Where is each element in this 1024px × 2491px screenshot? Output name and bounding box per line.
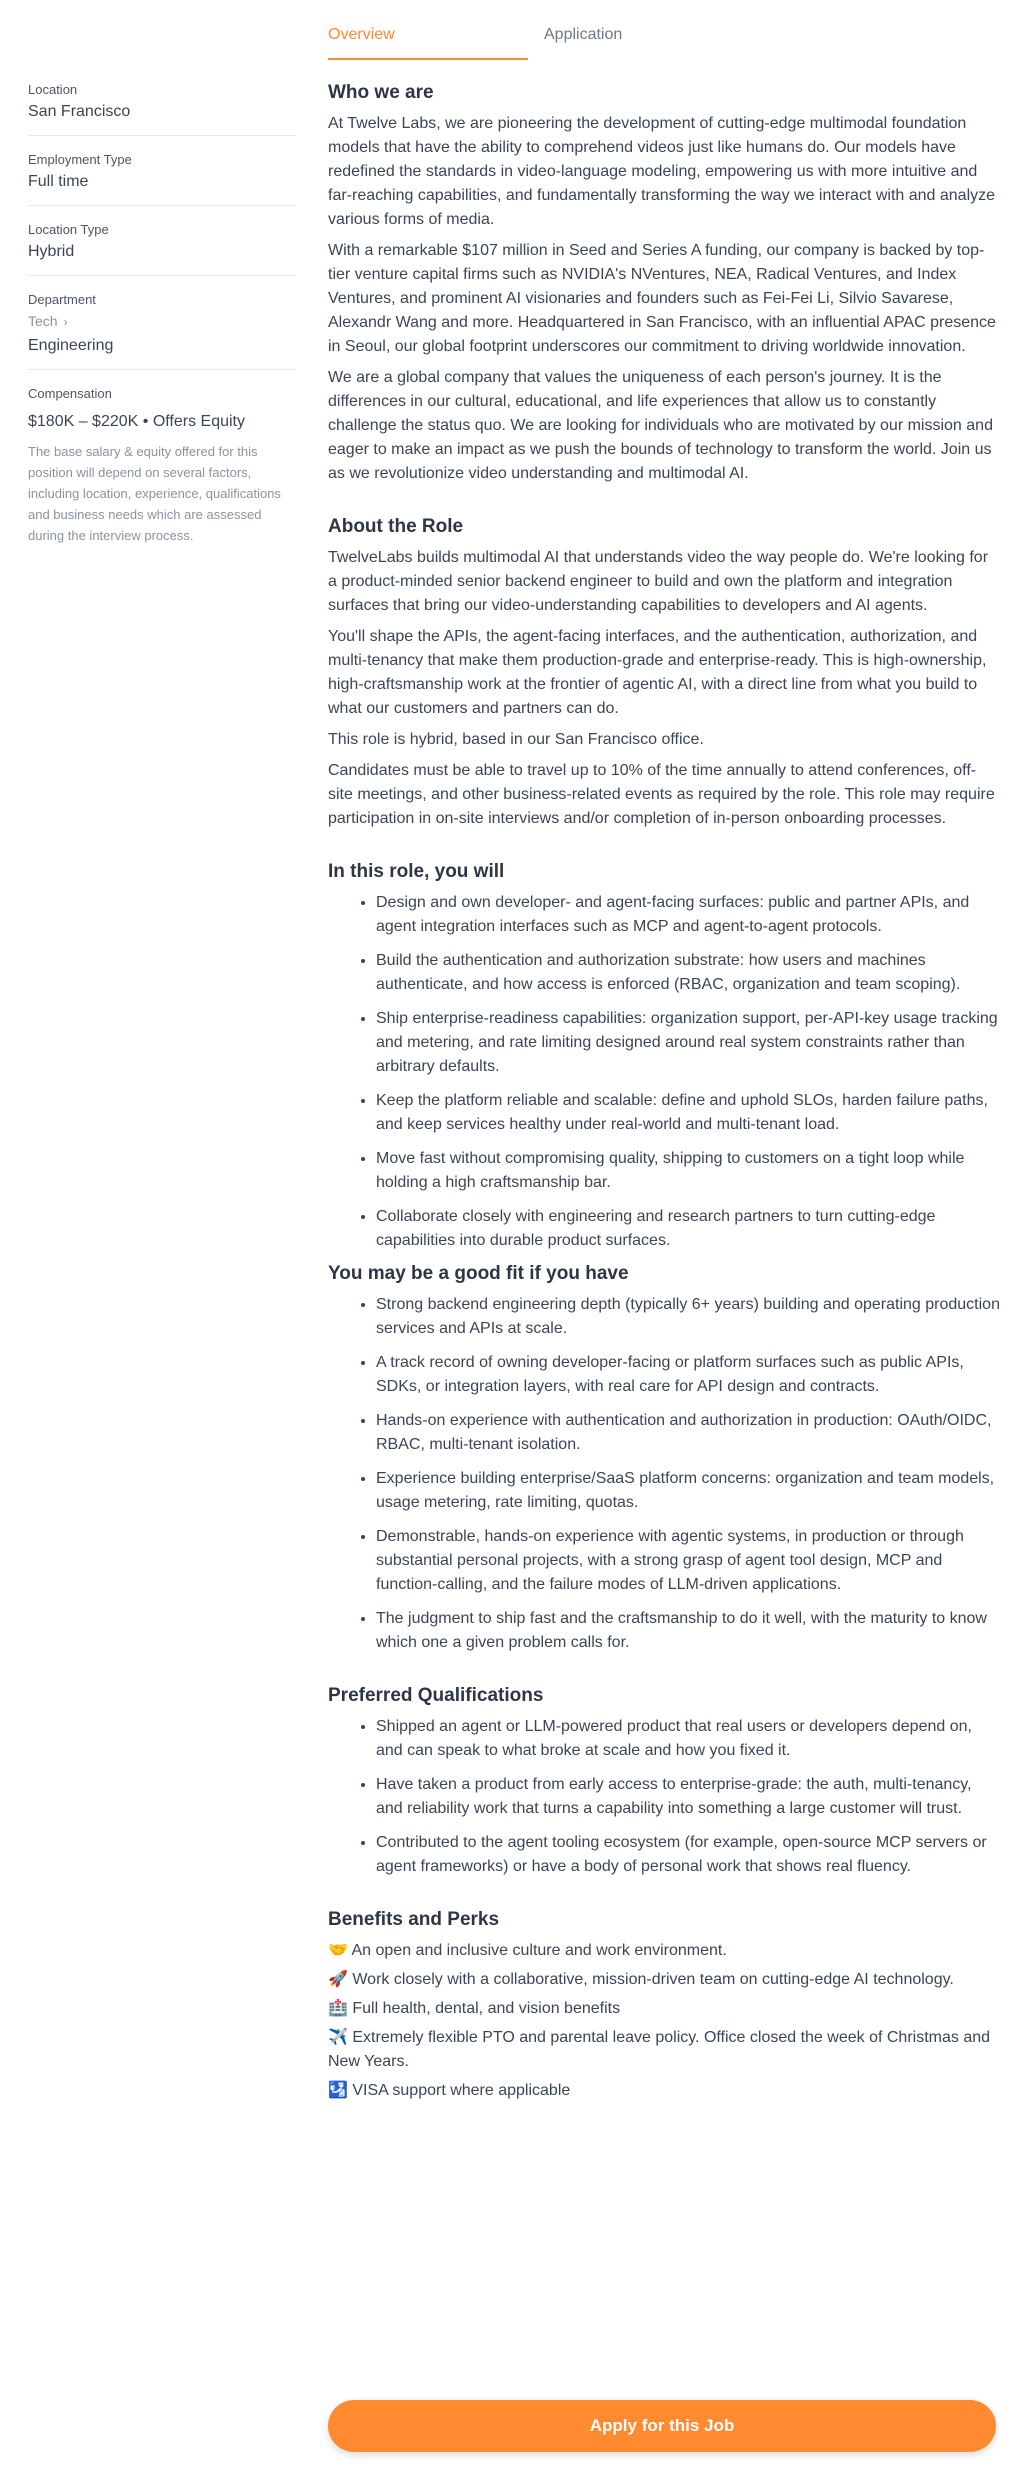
list-item: • Experience building enterprise/SaaS platform concerns: organization and team models, usage metering, rate limiting, quotas. xyxy=(376,1467,1000,1515)
list-item: • Demonstrable, hands-on experience with agentic systems, in production or through substantial personal projects, with a strong grasp of agent tool design, MCP and function-calling, and the failure modes of LLM-driven applications. xyxy=(376,1525,1000,1597)
department-breadcrumb xyxy=(28,313,296,329)
department-parent: Tech xyxy=(28,313,58,329)
list-item: • Build the authentication and authorization substrate: how users and machines authenticate, and how access is enforced (RBAC, organization and team scoping). xyxy=(376,949,1000,997)
list-item: • A track record of owning developer-facing or platform surfaces such as public APIs, SDKs, or integration layers, with real care for API design and contracts. xyxy=(376,1351,1000,1399)
compensation-note: The base salary & equity offered for this position will depend on several factors, including location, experience, qualifications and business needs which are assessed during the interview process. xyxy=(28,444,281,543)
employment-type-label: Employment Type xyxy=(28,152,132,167)
preferred-heading: Preferred Qualifications xyxy=(328,1685,544,1706)
good-fit-list xyxy=(328,1293,1000,1655)
department-section xyxy=(28,292,296,370)
who-paragraph-1: At Twelve Labs, we are pioneering the development of cutting-edge multimodal foundation models that have the ability to comprehend videos just like humans do. Our models have redefined the standards in video-language modeling, empowering us with more intuitive and far-reaching capabilities, and fundamentally transforming the way we interact with and analyze various forms of media. xyxy=(328,115,996,228)
job-details-sidebar xyxy=(28,82,296,576)
compensation-label: Compensation xyxy=(28,386,112,401)
responsibilities-section xyxy=(328,861,1000,1253)
employment-type-value: Full time xyxy=(28,173,89,190)
location-type-value: Hybrid xyxy=(28,243,75,260)
role-paragraph-2: You'll shape the APIs, the agent-facing interfaces, and the authentication, authorization, and multi-tenancy that make them production-grade and enterprise-ready. This is high-ownership, high-craftsmanship work at the frontier of agentic AI, with a direct line from what you build to what our customers and partners can do. xyxy=(328,628,987,717)
list-item: • Shipped an agent or LLM-powered product that real users or developers depend on, and can speak to what broke at scale and how you fixed it. xyxy=(376,1715,1000,1763)
location-section xyxy=(28,82,296,136)
good-fit-heading: You may be a good fit if you have xyxy=(328,1263,629,1284)
perk-item: 🏥 Full health, dental, and vision benefits xyxy=(328,2000,621,2017)
role-paragraph-1: TwelveLabs builds multimodal AI that understands video the way people do. We're looking for a product-minded senior backend engineer to build and own the platform and integration surfaces that bring our video-understanding capabilities to developers and AI agents. xyxy=(328,549,989,614)
tab-bar xyxy=(328,16,1000,61)
apply-button[interactable]: Apply for this Job xyxy=(328,2400,996,2452)
list-item: • The judgment to ship fast and the craftsmanship to do it well, with the maturity to know which one a given problem calls for. xyxy=(376,1607,1000,1655)
list-item: • Contributed to the agent tooling ecosystem (for example, open-source MCP servers or agent frameworks) or have a body of personal work that shows real fluency. xyxy=(376,1831,1000,1879)
location-type-label: Location Type xyxy=(28,222,109,237)
perks-heading: Benefits and Perks xyxy=(328,1909,500,1930)
responsibilities-list xyxy=(328,891,1000,1253)
job-description xyxy=(328,82,1000,2108)
responsibilities-heading: In this role, you will xyxy=(328,861,505,882)
compensation-section xyxy=(28,386,296,560)
location-label: Location xyxy=(28,82,78,97)
list-item: • Design and own developer- and agent-facing surfaces: public and partner APIs, and agent integration interfaces such as MCP and agent-to-agent protocols. xyxy=(376,891,1000,939)
preferred-section xyxy=(328,1685,1000,1879)
who-we-are-section xyxy=(328,82,1000,486)
about-role-section xyxy=(328,516,1000,831)
list-item: • Have taken a product from early access to enterprise-grade: the auth, multi-tenancy, and reliability work that turns a capability into something a large customer will trust. xyxy=(376,1773,1000,1821)
perks-section xyxy=(328,1909,1000,2103)
list-item: • Move fast without compromising quality, shipping to customers on a tight loop while holding a high craftsmanship bar. xyxy=(376,1147,1000,1195)
tab-application[interactable]: Application xyxy=(544,26,623,43)
list-item: • Ship enterprise-readiness capabilities: organization support, per-API-key usage tracking and metering, and rate limiting designed around real system constraints rather than arbitrary defaults. xyxy=(376,1007,1000,1079)
location-type-section xyxy=(28,222,296,276)
list-item: • Keep the platform reliable and scalable: define and uphold SLOs, harden failure paths, and keep services healthy under real-world and multi-tenant load. xyxy=(376,1089,1000,1137)
role-paragraph-4: Candidates must be able to travel up to 10% of the time annually to attend conferences, off-site meetings, and other business-related events as required by the role. This role may require participation in on-site interviews and/or completion of in-person onboarding processes. xyxy=(328,762,995,827)
preferred-list xyxy=(328,1715,1000,1879)
perk-item: 🚀 Work closely with a collaborative, mission-driven team on cutting-edge AI technology. xyxy=(328,1971,954,1988)
tab-overview[interactable]: Overview xyxy=(328,26,528,60)
who-paragraph-2: With a remarkable $107 million in Seed and Series A funding, our company is backed by top-tier venture capital firms such as NVIDIA's NVentures, NEA, Radical Ventures, and Index Ventures, and prominent AI visionaries and founders such as Fei-Fei Li, Silvio Savarese, Alexandr Wang and more. Headquartered in San Francisco, with an influential APAC presence in Seoul, our global footprint underscores our commitment to driving worldwide innovation. xyxy=(328,242,996,355)
chevron-right-icon: › xyxy=(63,315,68,329)
about-role-heading: About the Role xyxy=(328,516,464,537)
who-we-are-heading: Who we are xyxy=(328,82,434,103)
list-item: • Strong backend engineering depth (typically 6+ years) building and operating production services and APIs at scale. xyxy=(376,1293,1000,1341)
good-fit-section xyxy=(328,1263,1000,1655)
compensation-value: $180K – $220K • Offers Equity xyxy=(28,413,245,430)
department-label: Department xyxy=(28,292,96,307)
perk-item: 🛂 VISA support where applicable xyxy=(328,2082,571,2099)
list-item: • Collaborate closely with engineering and research partners to turn cutting-edge capabilities into durable product surfaces. xyxy=(376,1205,1000,1253)
department-value: Engineering xyxy=(28,337,114,354)
list-item: • Hands-on experience with authentication and authorization in production: OAuth/OIDC, RBAC, multi-tenant isolation. xyxy=(376,1409,1000,1457)
perk-item: ✈️ Extremely flexible PTO and parental leave policy. Office closed the week of Christmas and New Years. xyxy=(328,2029,991,2070)
employment-type-section xyxy=(28,152,296,206)
location-value: San Francisco xyxy=(28,103,131,120)
perk-item: 🤝 An open and inclusive culture and work environment. xyxy=(328,1942,727,1959)
role-paragraph-3: This role is hybrid, based in our San Francisco office. xyxy=(328,731,704,748)
who-paragraph-3: We are a global company that values the uniqueness of each person's journey. It is the differences in our cultural, educational, and life experiences that allow us to constantly challenge the status quo. We are looking for individuals who are motivated by our mission and eager to make an impact as we push the bounds of technology to transform the world. Join us as we revolutionize video understanding and multimodal AI. xyxy=(328,369,993,482)
